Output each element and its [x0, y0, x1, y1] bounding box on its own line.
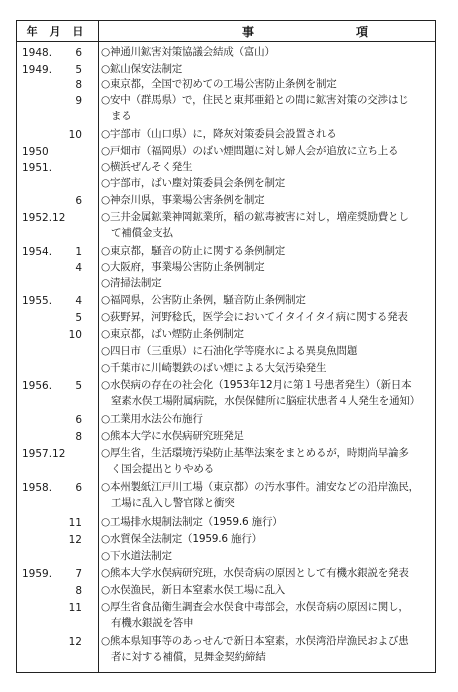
row-month: 12 — [68, 636, 82, 648]
row-year: 1958. — [22, 482, 53, 494]
row-event: ○神通川鉱害対策協議会結成（富山） — [101, 46, 275, 58]
header-event-1: 事 — [242, 25, 255, 39]
row-year: 1948. — [22, 47, 53, 59]
row-event: ○東京都，全国で初めての工場公害防止条例を制定 — [101, 78, 337, 90]
row-event: ○清掃法制定 — [101, 277, 162, 289]
row-event: ○東京都，ばい煙防止条例制定 — [101, 328, 244, 340]
row-event: ○下水道法制定 — [101, 550, 172, 562]
row-event: ○戸畑市（福岡県）のばい煙問題に対し婦人会が追放に立ち上る — [101, 145, 399, 157]
row-event: ○宇部市（山口県）に，降灰対策委員会設置される — [101, 128, 337, 140]
row-year: 1957.12 — [22, 448, 66, 460]
row-event: ○厚生省，生活環境汚染防止基準法案をまとめるが，時期尚早論多 — [101, 447, 409, 459]
row-month: 8 — [75, 79, 82, 91]
row-year: 1959. — [22, 568, 53, 580]
row-month: 6 — [75, 195, 82, 207]
row-month: 11 — [68, 517, 82, 529]
row-month: 5 — [75, 312, 82, 324]
row-year: 1954. — [22, 246, 53, 258]
row-month: 6 — [75, 414, 82, 426]
row-event: ○鉱山保安法制定 — [101, 63, 183, 75]
row-event: ○横浜ぜんそく発生 — [101, 161, 193, 173]
row-month: 6 — [75, 47, 82, 59]
row-event-continued: 窒素水俣工場附属病院，水俣保健所に脳症状患者４人発生を通知） — [111, 395, 420, 407]
row-year: 1955. — [22, 295, 53, 307]
row-event: ○熊本大学に水俣病研究班発足 — [101, 430, 244, 442]
row-month: 11 — [68, 602, 82, 614]
row-event: ○荻野昇，河野稔氏，医学会においてイタイイタイ病に関する発表 — [101, 311, 408, 323]
row-month: 10 — [68, 329, 82, 341]
row-month: 8 — [75, 585, 82, 597]
row-event-continued: まる — [111, 110, 132, 122]
row-event: ○水俣漁民，新日本窒素水俣工場に乱入 — [101, 584, 286, 596]
row-month: 10 — [68, 129, 82, 141]
row-year: 1956. — [22, 380, 53, 392]
row-event-continued: 有機水銀説を答申 — [111, 617, 194, 629]
row-event: ○三井金属鉱業神岡鉱業所，稲の鉱毒被害に対し，増産奨励費とし — [101, 211, 409, 223]
row-event: ○水質保全法制定（1959.6 施行） — [101, 533, 262, 545]
row-event: ○大阪府，事業場公害防止条例制定 — [101, 261, 265, 273]
row-event: ○本州製紙江戸川工場（東京都）の汚水事件。浦安などの沿岸漁民， — [101, 481, 419, 493]
row-month: 5 — [75, 380, 82, 392]
row-event: ○熊本大学水俣病研究班，水俣奇病の原因として有機水銀説を発表 — [101, 567, 409, 579]
row-event-continued: て補償金支払 — [111, 227, 173, 239]
header-event-2: 項 — [356, 25, 369, 39]
row-month: 5 — [75, 64, 82, 76]
row-month: 9 — [75, 95, 82, 107]
row-event: ○神奈川県，事業場公害条例を制定 — [101, 194, 265, 206]
row-year: 1952.12 — [22, 212, 66, 224]
row-event: ○工業用水法公布施行 — [101, 413, 203, 425]
row-event-continued: 者に対する補償，見舞金契約締結 — [111, 651, 266, 663]
row-month: 12 — [68, 534, 82, 546]
column-divider — [98, 20, 99, 673]
row-month: 4 — [75, 295, 82, 307]
row-month: 1 — [75, 246, 82, 258]
row-year: 1951. — [22, 162, 53, 174]
row-month: 6 — [75, 482, 82, 494]
header-date: 年 月 日 — [26, 25, 88, 38]
row-year: 1949. — [22, 64, 53, 76]
row-event: ○宇部市，ばい塵対策委員会条例を制定 — [101, 177, 286, 189]
row-event-continued: 工場に乱入し警官隊と衝突 — [111, 497, 235, 509]
row-event: ○千葉市に川崎製鉄のばい煙による大気汚染発生 — [101, 362, 327, 374]
row-event: ○東京都，騒音の防止に関する条例制定 — [101, 245, 286, 257]
row-event: ○工場排水規制法制定（1959.6 施行） — [101, 516, 283, 528]
row-event: ○四日市（三重県）に石油化学等廃水による異臭魚問題 — [101, 345, 358, 357]
row-event: ○厚生省食品衛生調査会水俣食中毒部会，水俣奇病の原因に関し， — [101, 601, 409, 613]
row-event: ○福岡県，公害防止条例，騒音防止条例制定 — [101, 294, 306, 306]
row-month: 4 — [75, 262, 82, 274]
row-event-continued: く国会提出とりやめる — [111, 463, 214, 475]
row-event: ○水俣病の存在の社会化（1953年12月に第１号患者発生）（新日本 — [101, 379, 412, 391]
row-month: 8 — [75, 431, 82, 443]
row-event: ○熊本県知事等のあっせんで新日本窒素，水俣湾沿岸漁民および患 — [101, 635, 409, 647]
row-year: 1950 — [22, 146, 49, 158]
row-event: ○安中（群馬県）で，住民と東邦亜鉛との間に鉱害対策の交渉はじ — [101, 94, 409, 106]
row-month: 7 — [75, 568, 82, 580]
